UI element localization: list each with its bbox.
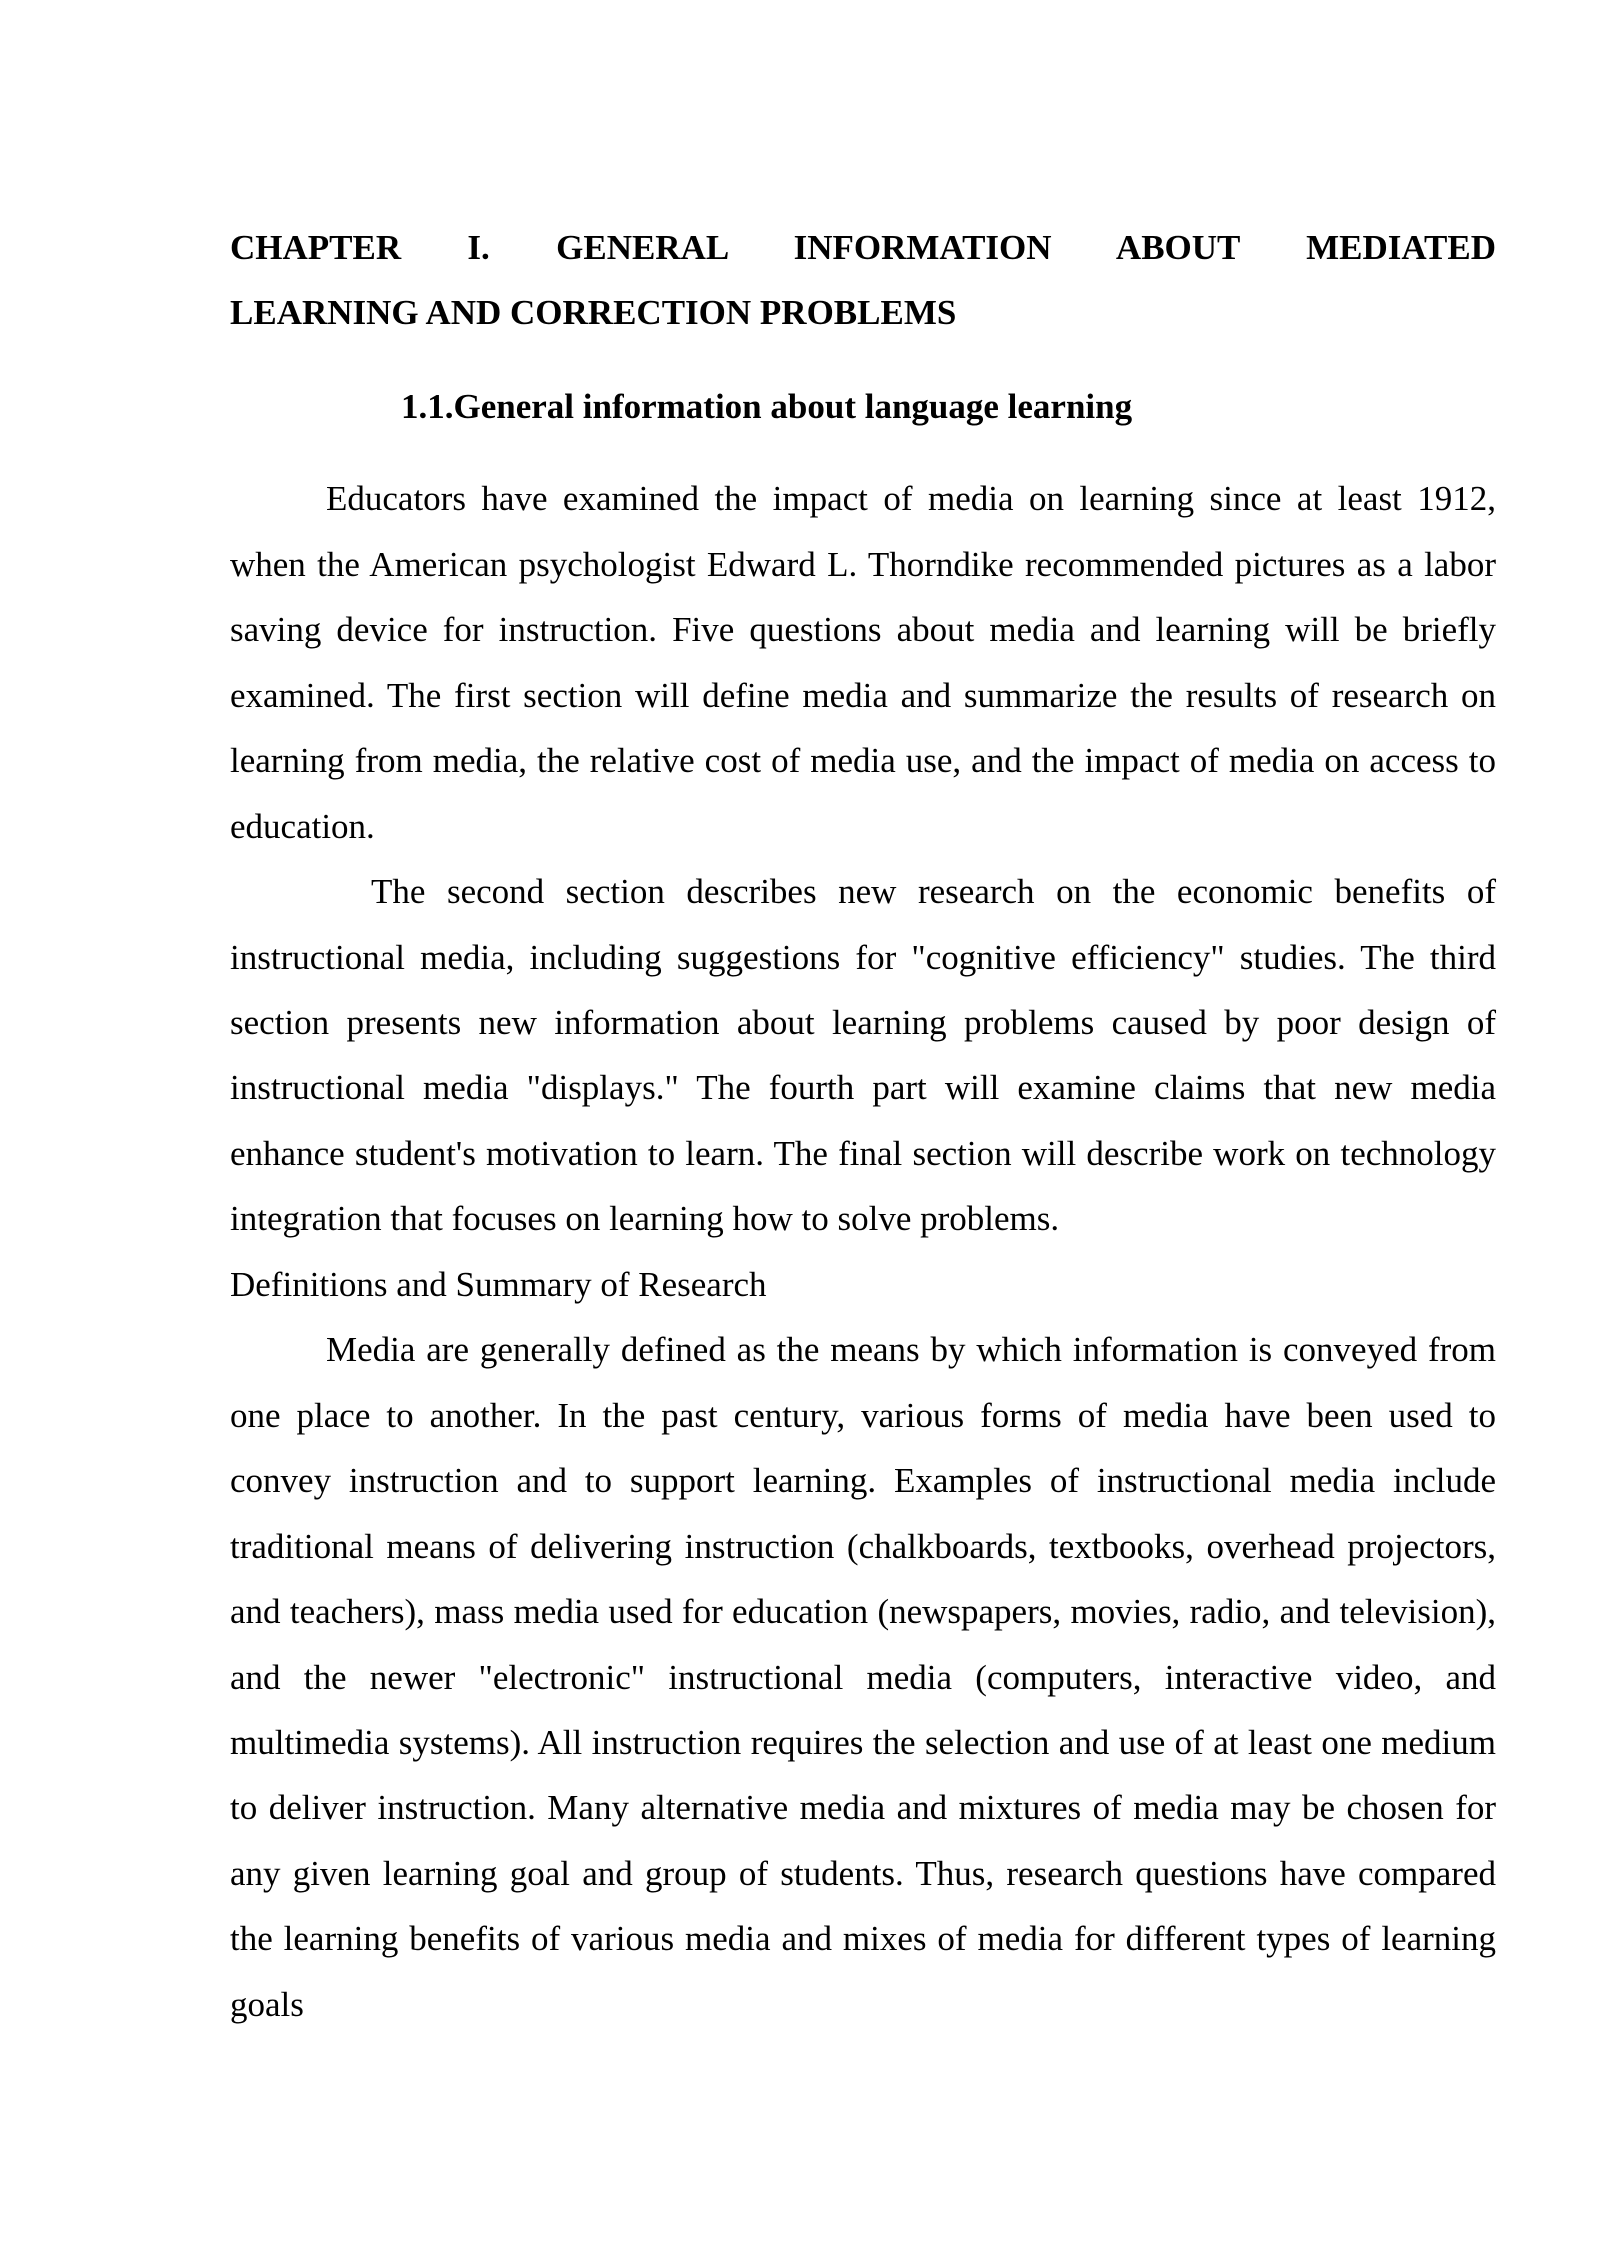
chapter-heading [230, 215, 1496, 346]
paragraph-sections-overview: The second section describes new research on the economic benefits of instructional media, including suggestions for "cognitive efficiency" studies. The third section presents new information about learning problems caused by poor design of instructional media "displays." The fourth part will examine claims that new media enhance student's motivation to learn. The final section will describe work on technology integration that focuses on learning how to solve problems. [230, 872, 1496, 1239]
subheading-definitions: Definitions and Summary of Research [230, 1264, 767, 1304]
chapter-heading-line-2: LEARNING AND CORRECTION PROBLEMS [230, 293, 957, 333]
paragraph-intro: Educators have examined the impact of media on learning since at least 1912, when the American psychologist Edward L. Thorndike recommended pictures as a labor saving device for instruction. Five questions about media and learning will be briefly examined. The first section will define media and summarize the results of research on learning from media, the relative cost of media use, and the impact of media on access to education. [230, 479, 1496, 846]
section-heading: 1.1.General information about language learning [401, 386, 1133, 426]
chapter-heading-line-1: CHAPTER I. GENERAL INFORMATION ABOUT MEDIATED [230, 228, 1496, 267]
page-content [230, 215, 1496, 2037]
paragraph-media-definition: Media are generally defined as the means by which information is conveyed from one place to another. In the past century, various forms of media have been used to convey instruction and to support learning. Examples of instructional media include traditional means of delivering instruction (chalkboards, textbooks, overhead projectors, and teachers), mass media used for education (newspapers, movies, radio, and television), and the newer "electronic" instructional media (computers, interactive video, and multimedia systems). All instruction requires the selection and use of at least one medium to deliver instruction. Many alternative media and mixtures of media may be chosen for any given learning goal and group of students. Thus, research questions have compared the learning benefits of various media and mixes of media for different types of learning goals [230, 1330, 1496, 2024]
